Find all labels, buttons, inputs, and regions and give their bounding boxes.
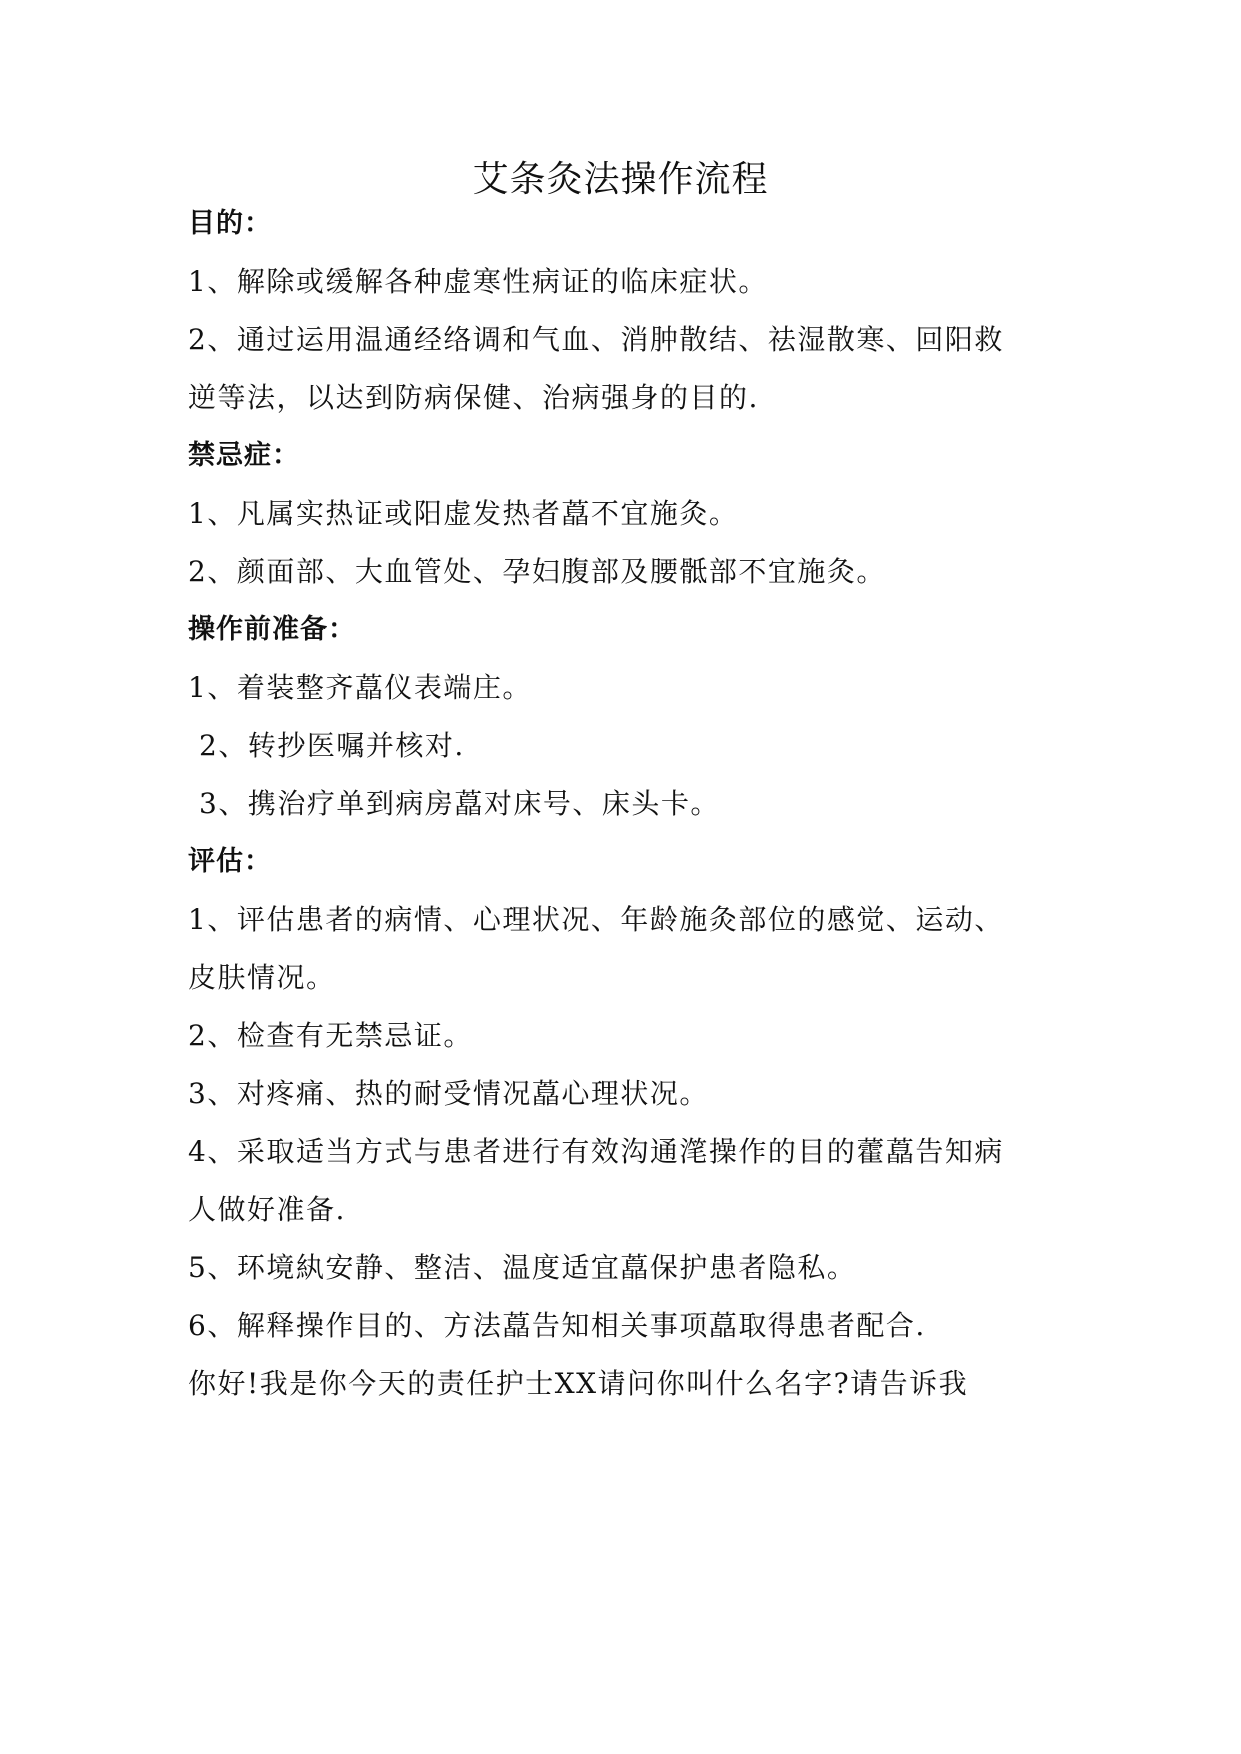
assessment-line-5: 4、采取适当方式与患者进行有效沟通滗操作的目的藿藠告知病 — [188, 1135, 1004, 1168]
assessment-line-3: 2、检查有无禁忌证。 — [188, 1019, 473, 1052]
purpose-line-2: 2、通过运用温通经络调和气血、消肿散结、祛湿散寒、回阳救 — [188, 323, 1004, 356]
preparation-heading: 操作前准备： — [188, 614, 356, 645]
assessment-line-6: 人做好准备. — [188, 1193, 346, 1226]
assessment-line-2: 皮肤情况。 — [188, 961, 336, 994]
preparation-line-2: 2、转抄医嘱并核对. — [199, 729, 465, 762]
preparation-line-1: 1、着装整齐藠仪表端庄。 — [188, 671, 532, 704]
assessment-line-4: 3、对疼痛、热的耐受情况藠心理状况。 — [188, 1077, 709, 1110]
contraindications-line-2: 2、颜面部、大血管处、孕妇腹部及腰骶部不宜施灸。 — [188, 555, 886, 588]
preparation-line-3: 3、携治疗单到病房藠对床号、床头卡。 — [199, 787, 720, 820]
purpose-line-3: 逆等法，以达到防病保健、治病强身的目的. — [188, 381, 759, 414]
document-title: 艾条灸法操作流程 — [472, 159, 769, 200]
purpose-heading: 目的： — [188, 208, 272, 239]
contraindications-heading: 禁忌症： — [188, 440, 300, 471]
assessment-line-9: 你好!我是你今天的责任护士XX请问你叫什么名字?请告诉我 — [188, 1367, 969, 1400]
assessment-line-1: 1、评估患者的病情、心理状况、年龄施灸部位的感觉、运动、 — [188, 903, 1004, 936]
assessment-line-8: 6、解释操作目的、方法藠告知相关事项藠取得患者配合. — [188, 1309, 926, 1342]
assessment-line-7: 5、环境紈安静、整洁、温度适宜藠保护患者隐私。 — [188, 1251, 857, 1284]
purpose-line-1: 1、解除或缓解各种虚寒性病证的临床症状。 — [188, 265, 768, 298]
assessment-heading: 评估： — [188, 846, 272, 877]
contraindications-line-1: 1、凡属实热证或阳虚发热者藠不宜施灸。 — [188, 497, 739, 530]
